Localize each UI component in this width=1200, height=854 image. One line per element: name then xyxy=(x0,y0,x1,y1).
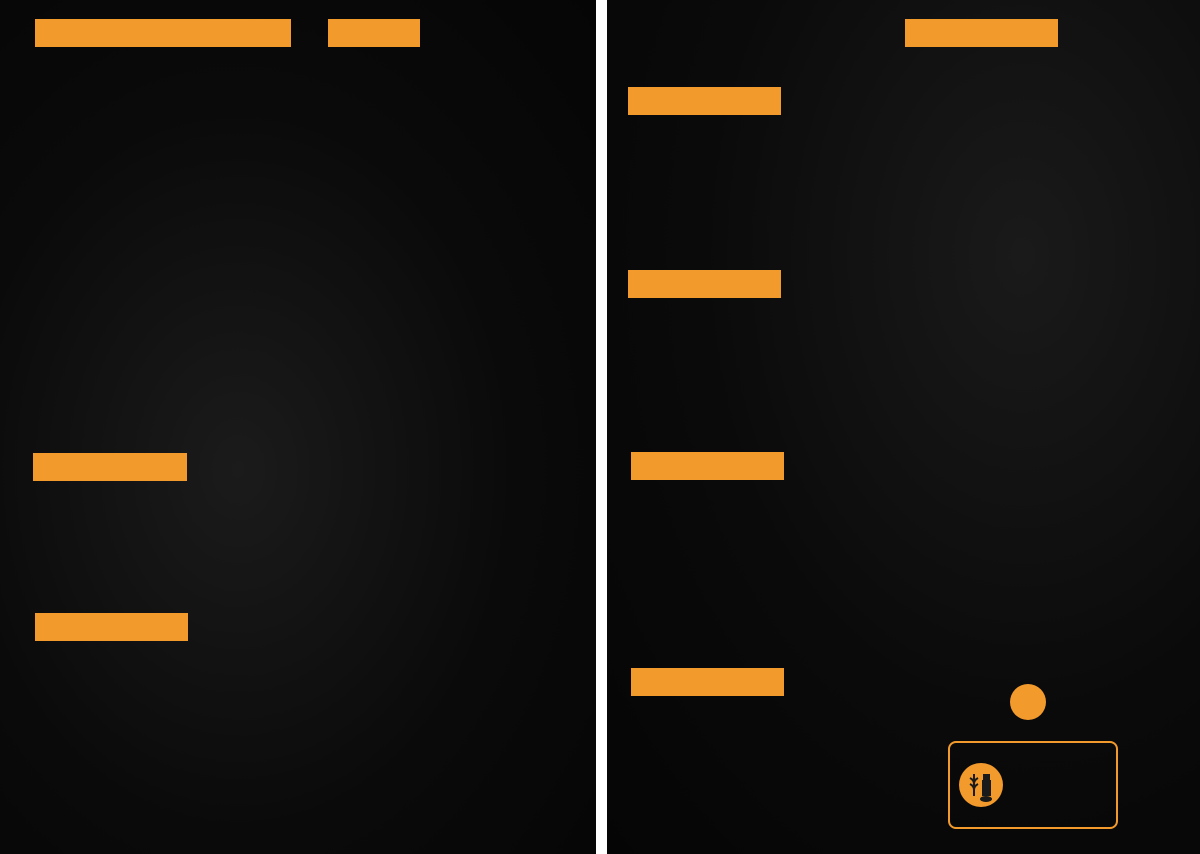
menu-item xyxy=(630,167,885,197)
menu-item xyxy=(334,168,585,198)
menu-item xyxy=(334,477,585,507)
menu-item xyxy=(334,100,585,130)
menu-item xyxy=(630,418,885,448)
menu-item xyxy=(35,304,291,334)
menu-item xyxy=(334,443,585,473)
menu-item xyxy=(334,338,585,368)
allergen-icon xyxy=(958,762,1004,808)
section-menus-title xyxy=(905,19,1058,47)
menu-item xyxy=(630,17,885,47)
menu-item xyxy=(630,384,885,414)
menu-item xyxy=(630,201,885,231)
menu-item xyxy=(334,406,585,436)
menu-item xyxy=(630,350,885,380)
section-extras-title xyxy=(631,668,784,696)
menu-item xyxy=(35,573,291,603)
section-seele-title xyxy=(628,87,781,115)
menu-item xyxy=(334,202,585,232)
section-pide-title xyxy=(35,613,188,641)
menu-item xyxy=(35,134,291,164)
section-doener-title xyxy=(35,19,291,47)
menu-item xyxy=(35,338,291,368)
menu-item xyxy=(334,543,585,573)
section-box-title xyxy=(628,270,781,298)
halal-icon xyxy=(1010,684,1046,686)
menu-item xyxy=(35,500,291,530)
menu-item xyxy=(35,236,291,266)
menu-item xyxy=(630,811,887,841)
menu-item xyxy=(630,133,885,163)
menu-item xyxy=(630,498,887,528)
menu-item xyxy=(334,372,585,402)
menu-item xyxy=(35,372,291,402)
menu-item xyxy=(630,634,887,664)
menu-item xyxy=(334,0,585,30)
section-lahmacun-title xyxy=(33,453,187,481)
menu-item xyxy=(35,270,291,300)
allergen-info-box xyxy=(948,741,1118,829)
menu-item xyxy=(35,168,291,198)
menu-item xyxy=(35,100,291,130)
menu-item xyxy=(334,777,585,807)
menu-item xyxy=(35,202,291,232)
menu-item xyxy=(35,539,291,569)
halal-badge xyxy=(1010,684,1046,720)
menu-item xyxy=(334,304,585,334)
menu-item xyxy=(334,577,585,607)
menu-item xyxy=(334,236,585,266)
menu-item xyxy=(35,811,291,841)
menu-item xyxy=(35,66,291,96)
menu-item xyxy=(334,134,585,164)
section-salate-title xyxy=(631,452,784,480)
menu-item xyxy=(334,713,585,743)
menu-item xyxy=(334,743,585,773)
menu-item xyxy=(334,645,585,675)
menu-item xyxy=(334,508,585,538)
menu-item xyxy=(334,66,585,96)
menu-item xyxy=(630,566,887,596)
menu-item xyxy=(630,532,887,562)
menu-item xyxy=(334,679,585,709)
menu-item xyxy=(334,813,585,843)
menu-item xyxy=(35,406,291,436)
menu-item xyxy=(334,611,585,641)
menu-item xyxy=(334,270,585,300)
menu-item xyxy=(630,52,885,82)
menu-item xyxy=(630,317,885,347)
menu-item xyxy=(630,235,885,265)
menu-item xyxy=(630,600,887,630)
